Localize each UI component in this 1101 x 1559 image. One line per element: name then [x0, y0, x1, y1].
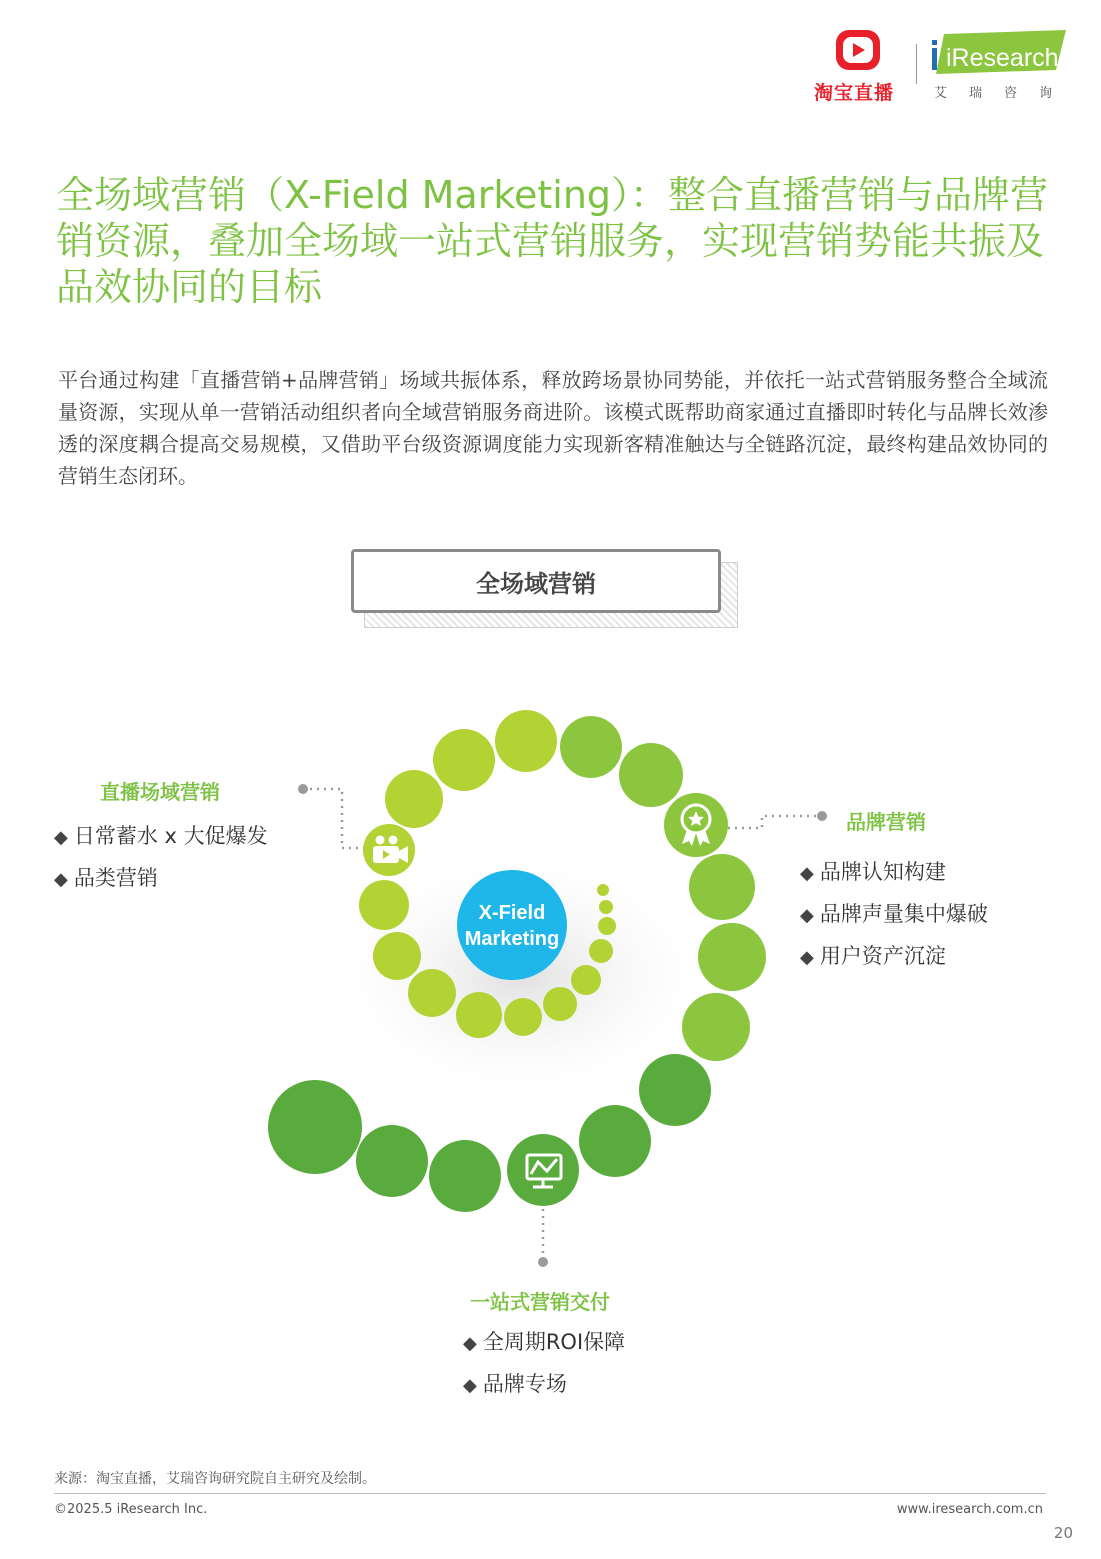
list-item: ◆ 品牌专场: [463, 1364, 625, 1406]
website-link[interactable]: www.iresearch.com.cn: [896, 1502, 1043, 1517]
section-title-brand: 品牌营销: [846, 810, 926, 834]
spiral-icon-circle-bottom: [507, 1134, 579, 1206]
spiral-dot: [597, 884, 609, 896]
list-item: ◆ 品牌认知构建: [800, 852, 988, 894]
source-note: 来源：淘宝直播，艾瑞咨询研究院自主研究及绘制。: [54, 1471, 376, 1487]
spiral-dot: [456, 992, 502, 1038]
spiral-dot: [589, 939, 613, 963]
connector-left: [303, 789, 364, 848]
spiral-dot: [698, 923, 766, 991]
spiral-dot: [598, 917, 616, 935]
spiral-dot: [682, 993, 750, 1061]
list-item: ◆ 品牌声量集中爆破: [800, 894, 988, 936]
spiral-dot: [433, 729, 495, 791]
list-item: ◆ 用户资产沉淀: [800, 936, 988, 978]
section-list-one-stop: [463, 1322, 625, 1406]
spiral-dot: [356, 1125, 428, 1197]
connector-bottom-dot: [538, 1257, 548, 1267]
list-item: ◆ 品类营销: [54, 858, 268, 900]
spiral-dot: [543, 987, 577, 1021]
connector-right: [728, 816, 822, 828]
section-title-one-stop: 一站式营销交付: [470, 1290, 610, 1314]
center-label-line1: X-Field: [478, 902, 546, 924]
connector-right-dot: [817, 811, 827, 821]
spiral-dot: [385, 770, 443, 828]
logo-divider: [916, 44, 917, 84]
section-title-live-field: 直播场域营销: [100, 780, 220, 804]
center-label-line2: Marketing: [464, 928, 560, 950]
section-list-brand: [800, 852, 988, 978]
diagram-header-label: 全场域营销: [476, 569, 596, 598]
spiral-dot: [689, 854, 755, 920]
taobao-live-logo-text: 淘宝直播: [814, 82, 895, 104]
spiral-dot: [639, 1054, 711, 1126]
footer-divider: [54, 1493, 1046, 1494]
spiral-dot: [504, 998, 542, 1036]
iresearch-logo-text: iResearch: [946, 44, 1059, 72]
spiral-dot: [571, 965, 601, 995]
connector-left-dot: [298, 784, 308, 794]
spiral-dot: [495, 710, 557, 772]
spiral-icon-circle-right: [664, 793, 728, 857]
spiral-dot: [599, 900, 613, 914]
page-title: 全场域营销（X-Field Marketing）：整合直播营销与品牌营销资源，叠加全场域一站式营销服务，实现营销势能共振及品效协同的目标: [56, 173, 1049, 309]
page-number: 20: [1053, 1524, 1073, 1542]
iresearch-logo-subtitle: 艾瑞咨询: [934, 86, 1075, 101]
center-circle: [457, 870, 567, 980]
spiral-dot: [619, 743, 683, 807]
list-item: ◆ 全周期ROI保障: [463, 1322, 625, 1364]
iresearch-logo-icon: [928, 30, 1070, 74]
body-paragraph: 平台通过构建「直播营销+品牌营销」场域共振体系，释放跨场景协同势能，并依托一站式营销服务整合全域流量资源，实现从单一营销活动组织者向全域营销服务商进阶。该模式既帮助商家通过直播即时转化与品牌长效渗透的深度耦合提高交易规模，又借助平台级资源调度能力实现新客精准触达与全链路沉淀，最终构建品效协同的营销生态闭环。: [58, 368, 1048, 488]
spiral-dot: [560, 716, 622, 778]
spiral-dot: [429, 1140, 501, 1212]
section-list-live-field: [54, 816, 268, 900]
spiral-dot: [268, 1080, 362, 1174]
copyright: ©2025.5 iResearch Inc.: [54, 1502, 208, 1517]
spiral-dot: [408, 969, 456, 1017]
spiral-dot: [373, 932, 421, 980]
list-item: ◆ 日常蓄水 x 大促爆发: [54, 816, 268, 858]
spiral-dot: [359, 880, 409, 930]
spiral-dot: [579, 1105, 651, 1177]
diagram-header-box: [351, 549, 721, 613]
